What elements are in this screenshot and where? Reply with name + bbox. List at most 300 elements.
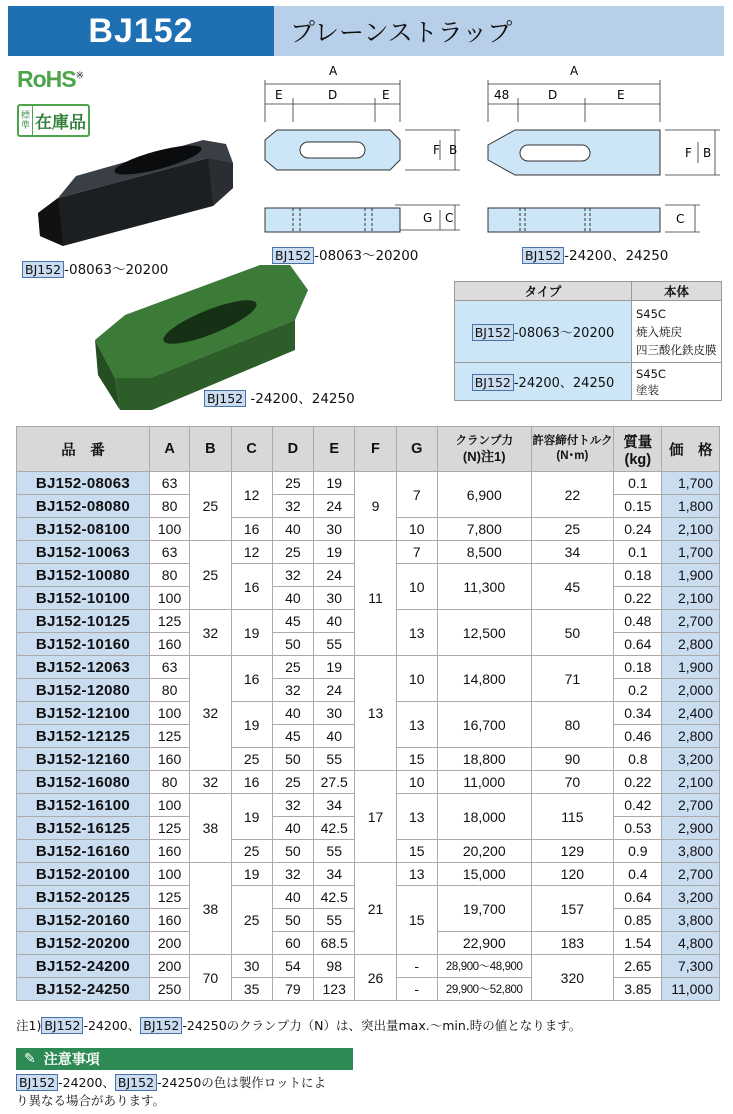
cell-G: 7 — [396, 472, 437, 518]
cell-torque: 25 — [531, 518, 614, 541]
caption-range: -24200、24250 — [564, 248, 669, 264]
diagram-standard — [255, 60, 465, 250]
cell-A: 100 — [149, 587, 189, 610]
header-E: E — [314, 427, 355, 472]
cell-C: 16 — [231, 518, 272, 541]
cell-torque: 183 — [531, 932, 614, 955]
cell-clamp-force: 8,500 — [437, 541, 531, 564]
cell-torque: 90 — [531, 748, 614, 771]
cell-D: 32 — [272, 564, 313, 587]
cell-mass: 0.53 — [614, 817, 662, 840]
model-tag: BJ152 — [115, 1074, 157, 1091]
cell-G: 13 — [396, 794, 437, 840]
header-part: 品 番 — [17, 427, 150, 472]
cell-clamp-force: 15,000 — [437, 863, 531, 886]
cell-clamp-force: 7,800 — [437, 518, 531, 541]
table-row — [17, 863, 720, 886]
cell-B: 25 — [190, 541, 231, 610]
cell-D: 40 — [272, 587, 313, 610]
cell-A: 200 — [149, 955, 189, 978]
cell-E: 68.5 — [314, 932, 355, 955]
cell-part-number: BJ152-08080 — [17, 495, 150, 518]
cell-mass: 0.8 — [614, 748, 662, 771]
header-A: A — [149, 427, 189, 472]
cell-G: 10 — [396, 771, 437, 794]
header-mass-line2: (kg) — [624, 451, 652, 468]
cell-E: 30 — [314, 518, 355, 541]
cell-E: 98 — [314, 955, 355, 978]
materials-type — [455, 301, 632, 363]
table-row — [17, 656, 720, 679]
cell-E: 24 — [314, 495, 355, 518]
materials-suffix: -08063～20200 — [513, 326, 615, 341]
cell-price: 2,400 — [662, 702, 720, 725]
cell-price: 3,800 — [662, 909, 720, 932]
cell-D: 25 — [272, 541, 313, 564]
cell-E: 42.5 — [314, 886, 355, 909]
cell-C: 16 — [231, 656, 272, 702]
cell-A: 80 — [149, 679, 189, 702]
cell-part-number: BJ152-12080 — [17, 679, 150, 702]
materials-type — [455, 363, 632, 401]
material-line: 塗装 — [636, 382, 659, 397]
note — [16, 1016, 581, 1034]
cell-clamp-force: 16,700 — [437, 702, 531, 748]
cell-E: 55 — [314, 748, 355, 771]
cell-torque: 34 — [531, 541, 614, 564]
cell-part-number: BJ152-10160 — [17, 633, 150, 656]
dim-E: E — [617, 88, 625, 102]
cell-C: 30 — [231, 955, 272, 978]
cell-D: 25 — [272, 472, 313, 495]
cell-part-number: BJ152-16125 — [17, 817, 150, 840]
cell-C: 35 — [231, 978, 272, 1001]
dim-D: D — [328, 88, 338, 102]
stock-badge-small: 標準 — [19, 106, 33, 135]
dim-A: A — [570, 64, 579, 78]
cell-price: 4,800 — [662, 932, 720, 955]
cell-D: 25 — [272, 656, 313, 679]
cell-torque: 320 — [531, 955, 614, 1001]
dim-E: E — [382, 88, 390, 102]
caution-title: 注意事項 — [43, 1052, 100, 1068]
cell-C: 19 — [231, 610, 272, 656]
cell-C: 12 — [231, 472, 272, 518]
cell-part-number: BJ152-10125 — [17, 610, 150, 633]
cell-mass: 0.64 — [614, 633, 662, 656]
model-tag: BJ152 — [22, 261, 64, 278]
cell-C: 16 — [231, 564, 272, 610]
cell-part-number: BJ152-12160 — [17, 748, 150, 771]
dim-B: B — [703, 146, 712, 160]
cell-E: 40 — [314, 725, 355, 748]
model-tag: BJ152 — [16, 1074, 58, 1091]
cell-A: 160 — [149, 748, 189, 771]
cell-E: 30 — [314, 702, 355, 725]
cell-B: 32 — [190, 771, 231, 794]
cell-mass: 0.24 — [614, 518, 662, 541]
cell-E: 40 — [314, 610, 355, 633]
cell-clamp-force: 11,000 — [437, 771, 531, 794]
header-clamp — [437, 427, 531, 472]
cell-part-number: BJ152-24200 — [17, 955, 150, 978]
cell-part-number: BJ152-24250 — [17, 978, 150, 1001]
cell-E: 55 — [314, 633, 355, 656]
cell-D: 40 — [272, 518, 313, 541]
dim-F: F — [433, 143, 440, 157]
material-line: S45C — [636, 366, 666, 381]
cell-C: 12 — [231, 541, 272, 564]
cell-F: 9 — [355, 472, 396, 541]
cell-torque: 157 — [531, 886, 614, 932]
cell-D: 60 — [272, 932, 313, 955]
cell-price: 2,800 — [662, 725, 720, 748]
cell-F: 13 — [355, 656, 396, 771]
header-mass-line1: 質量 — [623, 434, 653, 451]
cell-torque: 50 — [531, 610, 614, 656]
cell-A: 125 — [149, 817, 189, 840]
cell-C: 19 — [231, 702, 272, 748]
model-tag: BJ152 — [472, 324, 514, 341]
cell-A: 125 — [149, 610, 189, 633]
cell-mass: 0.85 — [614, 909, 662, 932]
black-clamp-image — [28, 118, 248, 258]
cell-E: 123 — [314, 978, 355, 1001]
caption-range: -24200、24250 — [246, 391, 355, 407]
model-tag: BJ152 — [472, 374, 514, 391]
cell-E: 27.5 — [314, 771, 355, 794]
cell-price: 1,900 — [662, 564, 720, 587]
cell-price: 3,200 — [662, 886, 720, 909]
header-price: 価 格 — [662, 427, 720, 472]
cell-price: 2,000 — [662, 679, 720, 702]
cell-part-number: BJ152-16080 — [17, 771, 150, 794]
caution-part: -24200、 — [58, 1075, 115, 1090]
dim-F: F — [685, 146, 692, 160]
cell-clamp-force: 22,900 — [437, 932, 531, 955]
cell-G: - — [396, 978, 437, 1001]
material-line: S45C — [636, 306, 666, 321]
cell-A: 80 — [149, 564, 189, 587]
cell-D: 32 — [272, 679, 313, 702]
cell-D: 32 — [272, 863, 313, 886]
header-torque-line1: 許容締付トルク — [532, 435, 613, 447]
cell-D: 32 — [272, 794, 313, 817]
header-mass — [614, 427, 662, 472]
header-torque — [531, 427, 614, 472]
cell-D: 25 — [272, 771, 313, 794]
note-text: -24200、 — [83, 1018, 141, 1033]
cell-torque: 22 — [531, 472, 614, 518]
cell-D: 40 — [272, 702, 313, 725]
stock-badge-large: 在庫品 — [35, 113, 86, 133]
dim-A: A — [329, 64, 338, 78]
header-B: B — [190, 427, 231, 472]
cell-part-number: BJ152-08100 — [17, 518, 150, 541]
cell-F: 17 — [355, 771, 396, 863]
cell-price: 1,700 — [662, 541, 720, 564]
cell-E: 34 — [314, 863, 355, 886]
cell-price: 2,100 — [662, 771, 720, 794]
cell-E: 24 — [314, 679, 355, 702]
cell-price: 1,800 — [662, 495, 720, 518]
cell-price: 2,100 — [662, 587, 720, 610]
cell-mass: 0.46 — [614, 725, 662, 748]
material-line: 四三酸化鉄皮膜 — [636, 342, 717, 357]
cell-G: 10 — [396, 564, 437, 610]
cell-price: 2,700 — [662, 794, 720, 817]
cell-G: - — [396, 955, 437, 978]
table-row — [17, 472, 720, 495]
caution-heading — [16, 1048, 353, 1070]
cell-price: 2,700 — [662, 610, 720, 633]
cell-D: 40 — [272, 886, 313, 909]
cell-part-number: BJ152-16100 — [17, 794, 150, 817]
cell-part-number: BJ152-12125 — [17, 725, 150, 748]
cell-A: 100 — [149, 702, 189, 725]
cell-clamp-force: 20,200 — [437, 840, 531, 863]
cell-mass: 3.85 — [614, 978, 662, 1001]
cell-E: 55 — [314, 840, 355, 863]
cell-mass: 0.18 — [614, 656, 662, 679]
cell-G: 10 — [396, 518, 437, 541]
cell-D: 32 — [272, 495, 313, 518]
dim-D: D — [548, 88, 558, 102]
cell-mass: 0.9 — [614, 840, 662, 863]
cell-clamp-force: 6,900 — [437, 472, 531, 518]
cell-G: 7 — [396, 541, 437, 564]
cell-mass: 0.22 — [614, 587, 662, 610]
cell-E: 19 — [314, 541, 355, 564]
model-tag: BJ152 — [140, 1017, 182, 1034]
cell-mass: 0.34 — [614, 702, 662, 725]
cell-price: 2,800 — [662, 633, 720, 656]
materials-body — [632, 301, 722, 363]
cell-mass: 0.18 — [614, 564, 662, 587]
header-F: F — [355, 427, 396, 472]
cell-mass: 0.42 — [614, 794, 662, 817]
cell-G: 13 — [396, 863, 437, 886]
materials-row — [455, 363, 722, 401]
model-tag: BJ152 — [41, 1017, 83, 1034]
cell-A: 250 — [149, 978, 189, 1001]
cell-A: 100 — [149, 518, 189, 541]
caption-range: -08063～20200 — [64, 262, 169, 278]
cell-part-number: BJ152-12063 — [17, 656, 150, 679]
cell-torque: 45 — [531, 564, 614, 610]
cell-torque: 71 — [531, 656, 614, 702]
cell-D: 45 — [272, 725, 313, 748]
table-row — [17, 955, 720, 978]
cell-mass: 0.22 — [614, 771, 662, 794]
cell-clamp-force: 18,800 — [437, 748, 531, 771]
caution-text — [16, 1074, 356, 1110]
cell-clamp-force: 28,900～48,900 — [437, 955, 531, 978]
cell-B: 25 — [190, 472, 231, 541]
cell-price: 2,100 — [662, 518, 720, 541]
header — [8, 6, 724, 56]
cell-B: 32 — [190, 610, 231, 656]
caption-diagram-standard — [272, 247, 418, 265]
cell-price: 7,300 — [662, 955, 720, 978]
materials-row — [455, 301, 722, 363]
cell-part-number: BJ152-08063 — [17, 472, 150, 495]
table-row — [17, 541, 720, 564]
caution-part: -24250の色は製作ロットによ — [157, 1075, 327, 1090]
note-prefix: 注1) — [16, 1018, 42, 1033]
cell-B: 38 — [190, 863, 231, 955]
header-C: C — [231, 427, 272, 472]
table-row — [17, 771, 720, 794]
cell-price: 2,700 — [662, 863, 720, 886]
cell-E: 34 — [314, 794, 355, 817]
cell-F: 11 — [355, 541, 396, 656]
cell-torque: 80 — [531, 702, 614, 748]
cell-part-number: BJ152-10080 — [17, 564, 150, 587]
cell-E: 19 — [314, 472, 355, 495]
cell-C: 25 — [231, 886, 272, 955]
cell-A: 63 — [149, 541, 189, 564]
cell-A: 160 — [149, 840, 189, 863]
cell-C: 25 — [231, 840, 272, 863]
cell-D: 45 — [272, 610, 313, 633]
cell-mass: 0.15 — [614, 495, 662, 518]
cell-B: 70 — [190, 955, 231, 1001]
caution-part: り異なる場合があります。 — [16, 1093, 166, 1108]
cell-A: 125 — [149, 886, 189, 909]
cell-clamp-force: 14,800 — [437, 656, 531, 702]
diagram-24200 — [480, 60, 725, 250]
dim-48: 48 — [494, 88, 510, 102]
cell-price: 3,800 — [662, 840, 720, 863]
cell-G: 13 — [396, 702, 437, 748]
cell-D: 50 — [272, 840, 313, 863]
cell-E: 30 — [314, 587, 355, 610]
rohs-logo — [17, 66, 83, 93]
dim-C: C — [676, 212, 685, 226]
cell-B: 38 — [190, 794, 231, 863]
pencil-icon: ✎ — [24, 1051, 36, 1067]
cell-A: 63 — [149, 472, 189, 495]
caption-green — [204, 390, 355, 408]
cell-D: 79 — [272, 978, 313, 1001]
caption-black — [22, 261, 168, 279]
cell-clamp-force: 11,300 — [437, 564, 531, 610]
cell-E: 19 — [314, 656, 355, 679]
cell-G: 15 — [396, 886, 437, 955]
header-clamp-line2: (N)注1) — [462, 449, 506, 464]
header-torque-line2: (N･m) — [556, 450, 589, 462]
dim-G: G — [423, 211, 433, 225]
model-tag: BJ152 — [522, 247, 564, 264]
cell-torque: 70 — [531, 771, 614, 794]
spec-body — [17, 472, 720, 1001]
cell-F: 21 — [355, 863, 396, 955]
cell-C: 16 — [231, 771, 272, 794]
cell-price: 1,700 — [662, 472, 720, 495]
cell-D: 50 — [272, 748, 313, 771]
cell-E: 42.5 — [314, 817, 355, 840]
note-text: -24250のクランプ力（N）は、突出量max.～min.時の値となります。 — [182, 1018, 582, 1033]
materials-header-type: タイプ — [455, 282, 632, 301]
cell-A: 160 — [149, 909, 189, 932]
cell-G: 13 — [396, 610, 437, 656]
cell-G: 10 — [396, 656, 437, 702]
cell-D: 50 — [272, 633, 313, 656]
dim-C: C — [445, 211, 454, 225]
header-D: D — [272, 427, 313, 472]
cell-E: 55 — [314, 909, 355, 932]
caption-range: -08063～20200 — [314, 248, 419, 264]
cell-part-number: BJ152-20160 — [17, 909, 150, 932]
cell-D: 54 — [272, 955, 313, 978]
cell-clamp-force: 29,900～52,800 — [437, 978, 531, 1001]
cell-price: 1,900 — [662, 656, 720, 679]
cell-part-number: BJ152-20200 — [17, 932, 150, 955]
rohs-text: RoHS — [17, 66, 76, 92]
cell-D: 50 — [272, 909, 313, 932]
cell-torque: 120 — [531, 863, 614, 886]
cell-part-number: BJ152-12100 — [17, 702, 150, 725]
cell-A: 80 — [149, 495, 189, 518]
dim-B: B — [449, 143, 458, 157]
product-code: BJ152 — [8, 6, 274, 56]
cell-G: 15 — [396, 748, 437, 771]
cell-F: 26 — [355, 955, 396, 1001]
cell-mass: 2.65 — [614, 955, 662, 978]
cell-mass: 0.4 — [614, 863, 662, 886]
cell-part-number: BJ152-10100 — [17, 587, 150, 610]
cell-torque: 129 — [531, 840, 614, 863]
cell-part-number: BJ152-20100 — [17, 863, 150, 886]
header-clamp-line1: クランプ力 — [455, 435, 513, 447]
header-G: G — [396, 427, 437, 472]
model-tag: BJ152 — [272, 247, 314, 264]
cell-torque: 115 — [531, 794, 614, 840]
cell-clamp-force: 19,700 — [437, 886, 531, 932]
materials-suffix: -24200、24250 — [513, 376, 615, 391]
spec-header-row — [17, 427, 720, 472]
cell-mass: 0.48 — [614, 610, 662, 633]
cell-price: 11,000 — [662, 978, 720, 1001]
cell-A: 100 — [149, 794, 189, 817]
cell-price: 3,200 — [662, 748, 720, 771]
cell-part-number: BJ152-20125 — [17, 886, 150, 909]
materials-table — [454, 281, 722, 401]
cell-mass: 0.1 — [614, 472, 662, 495]
cell-B: 32 — [190, 656, 231, 771]
cell-A: 160 — [149, 633, 189, 656]
cell-D: 40 — [272, 817, 313, 840]
material-line: 焼入焼戻 — [636, 324, 682, 339]
cell-mass: 0.1 — [614, 541, 662, 564]
cell-C: 19 — [231, 863, 272, 886]
materials-body — [632, 363, 722, 401]
cell-clamp-force: 18,000 — [437, 794, 531, 840]
cell-clamp-force: 12,500 — [437, 610, 531, 656]
cell-price: 2,900 — [662, 817, 720, 840]
cell-part-number: BJ152-16160 — [17, 840, 150, 863]
caption-diagram-24200 — [522, 247, 668, 265]
materials-header-body: 本体 — [632, 282, 722, 301]
cell-part-number: BJ152-10063 — [17, 541, 150, 564]
spec-table — [16, 426, 720, 1001]
cell-A: 125 — [149, 725, 189, 748]
cell-A: 200 — [149, 932, 189, 955]
cell-A: 63 — [149, 656, 189, 679]
cell-mass: 0.64 — [614, 886, 662, 909]
rohs-mark: ※ — [75, 70, 84, 82]
